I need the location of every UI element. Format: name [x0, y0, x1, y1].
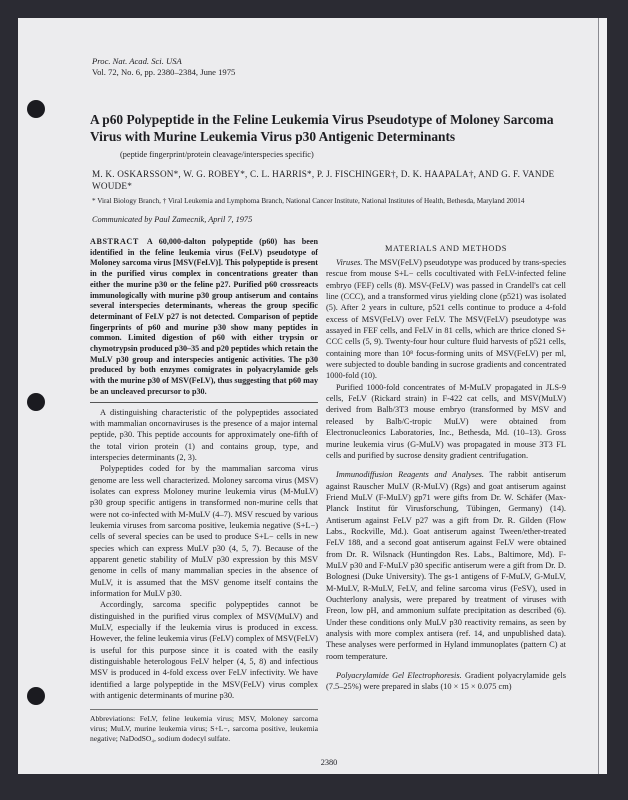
punch-hole-icon	[27, 100, 45, 118]
section-heading: MATERIALS AND METHODS	[385, 244, 507, 253]
subsection-lead: Viruses.	[336, 258, 363, 267]
keywords: (peptide fingerprint/protein cleavage/interspecies specific)	[120, 150, 314, 159]
paragraph-text: The rabbit antiserum against Rauscher MuLV (R-MuLV) (Rgs) and goat antiserum against Friend MuLV (F-MuLV) gp71 were gifts from Dr. W. Schäfer (Max-Planck Institut für Virusforschung, Tübingen, Germany) (14). Antiserum against FeLV p27 was a gift from Dr. R. Gilden (Flow Labs., Rockville, Md.). Goat antiserum against Tween/ether-treated FeLV 188, and a second goat antiserum against FeLV were obtained from Dr. R. Wilsnack (Huntingdon Res. Labs., Baltimore, Md). F-MuLV p30 and F-MuLV p30 specific antiserum were a gift from Dr. D. Bolognesi (Duke University). The gs-1 antigens of F-MuLV, G-MuLV, M-MuLV, R-MuLV, FeLV, and feline sarcoma virus (FeSV), used in Ouchterlony analysis, were prepared by treatment of viruses with Freon, low pH, and ammonium sulfate precipitation as described (6). Under these conditions only MuLV p30 reactivity remains, as seen by analysis with more complex antisera (ref. 14, and unpublished data). These analyses were performed in Hyland immunoplates (pattern C) at room temperature.	[326, 470, 566, 661]
subsection-lead: Polyacrylamide Gel Electrophoresis.	[336, 671, 462, 681]
methods-immunodiffusion	[326, 469, 566, 662]
paragraph-text: Purified 1000-fold concentrates of M-MuLV propagated in JLS-9 cells, FeLV (Rickard strain) in F-422 cat cells, and MSV(MuLV) derived from Balb/3T3 mouse embryo (transformed by MSV and released by Balb/C-tropic MuLV) were obtained from Electronucleonics Laboratories, Inc., Bethesda, Md. (10–13). Gross murine leukemia virus (G-MuLV) was propagated in mouse 3T3 FL cells and purified by sucrose density gradient centrifugation.	[326, 382, 566, 460]
intro-paragraph: Polypeptides coded for by the mammalian sarcoma virus genome are less well characterized. Moloney sarcoma virus (MSV) isolates can express Moloney murine leukemia virus (M-MuLV) p30 group specific antigens in transformed non-murine cells that were not co-infected with M-MuLV (4–7). MSV rescued by various leukemia viruses from sarcoma positive, leukemia negative (S+L−) cells of several species can be used to produce S+L− cells in new species which can express MuLV p30 (4, 5, 7). Because of the apparent genetic stability of MuLV p30 expression by this MSV genome in cells of many mammalian species in the absence of MuLV, it is assumed that the MSV genome itself contains the information for MuLV p30.	[90, 464, 318, 599]
journal-header	[92, 56, 568, 77]
paragraph-text: Gradient polyacrylamide gels (7.5–25%) were prepared in slabs (10 × 15 × 0.075 cm)	[326, 671, 566, 692]
paragraph-text: The MSV(FeLV) pseudotype was produced by trans-species rescue from mouse S+L− cells cocultivated with FeLV-infected feline embryo (FEF) cells (8). MSV-(FeLV) was passed in Crandell's cat cell line (CCC), and a transformed virus yielding clone (p521) was isolated (5). After 2 years in culture, p521 cells continue to produce a 4-fold excess of MSV(FeLV) over FeLV. The MSV(FeLV) pseudotype was assayed in FEF cells, and FeLV in 81 cells, which are thrice cloned S+ CCC cells (5, 9). Twenty-four hour culture fluid harvests of p521 cells, containing more than 10⁸ focus-forming units of MSV(FeLV) per ml, were subjected to double banding in sucrose gradients and concentrated 1000-fold (10).	[326, 258, 566, 381]
journal-name: Proc. Nat. Acad. Sci. USA	[92, 56, 182, 66]
abbreviations-footnote: Abbreviations: FeLV, feline leukemia virus; MSV, Moloney sarcoma virus; MuLV, murine leukemia virus; S+L−, sarcoma positive, leukemia negative; NaDodSO₄, sodium dodecyl sulfate.	[90, 714, 318, 744]
methods-gel	[326, 670, 566, 693]
left-column	[90, 237, 318, 744]
abstract	[90, 237, 318, 398]
two-column-body	[90, 237, 568, 744]
punch-hole-icon	[27, 393, 45, 411]
methods-viruses	[326, 257, 566, 461]
abstract-divider	[90, 402, 318, 403]
communicated-by: Communicated by Paul Zamecnik, April 7, 1975	[92, 215, 253, 224]
page-edge	[599, 18, 607, 774]
journal-citation: Vol. 72, No. 6, pp. 2380–2384, June 1975	[92, 66, 236, 77]
abstract-text: A 60,000-dalton polypeptide (p60) has been identified in the feline leukemia virus (FeLV) pseudotype of Moloney sarcoma virus [MSV(FeLV)]. This polypeptide is present in the purified virus complex in concentrations greater than either the murine p30 or the feline p27. Purified p60 crossreacts immunologically with murine p30 group antiserum and contains several interspecies determinants, whereas the group specific determinant of FeLV p27 is not detected. Comparison of peptide fingerprints of p60 and murine p30 show many peptides in common. Limited digestion of p60 with either trypsin or chymotrypsin produced p30–35 and p20 peptides which retain the MuLV p30 group and interspecies antigenic activities. The p30 produced by both enzymes comigrates in polyacrylamide gels with the murine p30 of MSV(FeLV), thus suggesting that p60 may be an uncleaved precursor to p30.	[90, 237, 318, 396]
paper-title: A p60 Polypeptide in the Feline Leukemia Virus Pseudotype of Moloney Sarcoma Virus with Murine Leukemia Virus p30 Antigenic Determinants	[90, 112, 554, 144]
page-number: 2380	[320, 758, 338, 768]
page-content	[90, 0, 568, 787]
punch-hole-icon	[27, 687, 45, 705]
affiliations: * Viral Biology Branch, † Viral Leukemia and Lymphoma Branch, National Cancer Institute, National Institutes of Health, Bethesda, Maryland 20014	[92, 197, 525, 205]
intro-paragraph: A distinguishing characteristic of the polypeptides associated with mammalian oncornaviruses is the presence of a major internal peptide, p30. This peptide accounts for approximately one-fifth of the total virion protein (1) and contains group, type, and interspecies determinants (2, 3).	[90, 407, 318, 462]
authors: M. K. OSKARSSON*, W. G. ROBEY*, C. L. HARRIS*, P. J. FISCHINGER†, D. K. HAAPALA†, AND G. F. VANDE WOUDE*	[92, 169, 555, 191]
right-column	[326, 237, 566, 693]
introduction	[90, 407, 318, 702]
abstract-label: ABSTRACT	[90, 237, 139, 246]
subsection-lead: Immunodiffusion Reagents and Analyses.	[336, 470, 485, 480]
intro-paragraph: Accordingly, sarcoma specific polypeptides cannot be distinguished in the purified virus complex of MSV(MuLV) and MuLV, especially if the leukemia virus is produced in excess. However, the feline leukemia virus (FeLV) complex of MSV(FeLV) is useful for this purpose since it is coated with the easily distinguishable heterologous FeLV helper (4, 5, 8) and infectious MSV is produced in 4-fold excess over FeLV infectivity. We have identified a large polypeptide in the MSV(FeLV) virus complex with antigenic determinants of murine p30.	[90, 600, 318, 701]
footnote-divider	[90, 709, 318, 710]
